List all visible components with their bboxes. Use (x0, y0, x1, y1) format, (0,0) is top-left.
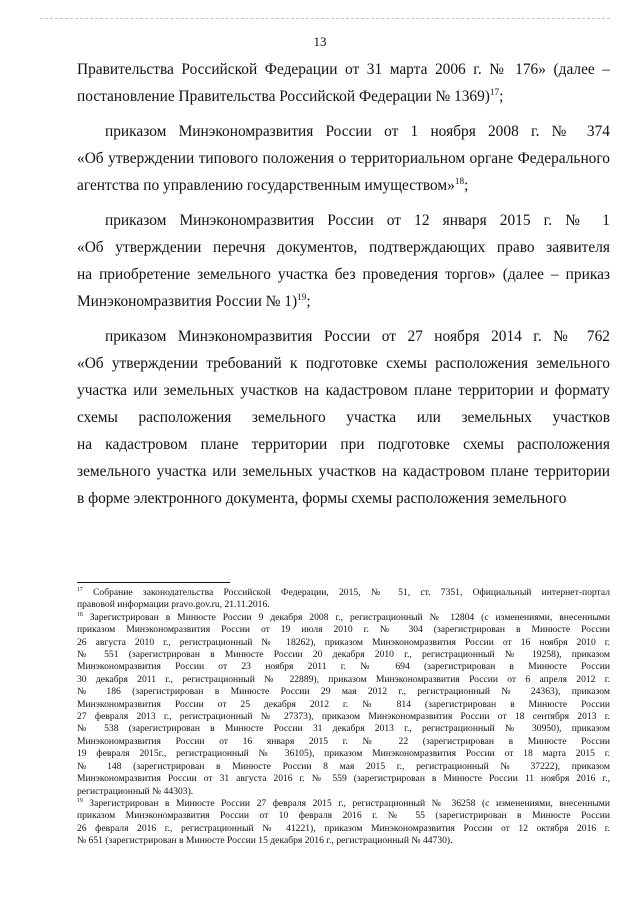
paragraph-line (77, 56, 610, 83)
line-text: «Об утверждении требований к подготовке схемы расположения земельного (77, 355, 610, 372)
footnote-line (77, 637, 610, 649)
footnote-text: Зарегистрирован в Минюсте России 9 декабря 2008 г., регистрационный № 12804 (с изменениями, внесенными (89, 611, 610, 623)
footnote-separator (77, 582, 230, 583)
footnote-text: приказом Минэкономразвития России от 19 июля 2010 г. № 304 (зарегистрирован в Минюсте России (77, 624, 610, 636)
footnote (77, 587, 610, 612)
paragraph-line (77, 431, 610, 458)
footnote-reference: 17 (489, 86, 500, 97)
footnote-number: 17 (77, 586, 83, 593)
body-paragraph (77, 323, 610, 512)
footnote-reference: 18 (454, 175, 465, 186)
line-text: приказом Минэкономразвития России от 1 ноября 2008 г. № 374 (105, 123, 610, 140)
footnote-line (77, 835, 610, 847)
line-text: приказом Минэкономразвития России от 12 января 2015 г. № 1 (105, 212, 610, 229)
footnote (77, 612, 610, 798)
footnote-line (77, 587, 610, 599)
footnote-line (77, 798, 610, 810)
footnote-text: № 651 (зарегистрирован в Минюсте России 15 декабря 2016 г., регистрационный № 44730). (77, 835, 453, 847)
footnote-line (77, 748, 610, 760)
footnote-line (77, 599, 610, 611)
footnote-number: 18 (77, 611, 83, 618)
footnote-text: № 538 (зарегистрирован в Минюсте России 31 декабря 2013 г., регистрационный № 30950), приказом (77, 723, 610, 735)
footnote-line (77, 624, 610, 636)
footnote-line (77, 649, 610, 661)
footnote-text: 19 февраля 2015г., регистрационный № 36105), приказом Минэкономразвития России от 18 марта 2015 г. (77, 748, 610, 760)
line-tail: ; (306, 293, 311, 310)
footnote-text: 27 февраля 2013 г., регистрационный № 27373), приказом Минэкономразвития России от 18 сентября 2013 г. (77, 711, 610, 723)
paragraph-line (77, 350, 610, 377)
paragraph-line (77, 458, 610, 485)
footnote-line (77, 786, 610, 798)
scan-border-artifact (40, 18, 610, 19)
footnote-text: Минэкономразвития России от 16 января 2015 г. № 22 (зарегистрирован в Минюсте России (77, 735, 610, 747)
footnote-text: Зарегистрирован в Минюсте России 27 февраля 2015 г., регистрационный № 36258 (с изменениями, внесенными (89, 797, 610, 809)
line-text: постановление Правительства Российской Федерации № 1369) (77, 88, 490, 105)
body-paragraph (77, 207, 610, 315)
footnote-line (77, 686, 610, 698)
line-text: агентства по управлению государственным имуществом» (77, 177, 455, 194)
paragraph-line (77, 288, 610, 315)
footnote-text: № 148 (зарегистрирован в Минюсте России 8 мая 2015 г., регистрационный № 37222), приказом (77, 760, 610, 772)
footnote-line (77, 612, 610, 624)
footnote-line (77, 711, 610, 723)
footnote-text: Минэкономразвития России от 25 декабря 2012 г. № 814 (зарегистрирован в Минюсте России (77, 698, 610, 710)
footnote-reference: 19 (297, 291, 307, 302)
paragraph-line (77, 234, 610, 261)
paragraph-line (77, 83, 610, 110)
paragraph-line (77, 323, 610, 350)
document-body (77, 56, 610, 512)
footnote-text: регистрационный № 44303). (77, 785, 194, 797)
footnote-line (77, 736, 610, 748)
page-number: 13 (313, 34, 327, 49)
paragraph-line (77, 172, 610, 199)
paragraph-line (77, 118, 610, 145)
footnote-text: 26 августа 2010 г., регистрационный № 18262), приказом Минэкономразвития России от 16 ноября 2010 г. (77, 636, 610, 648)
paragraph-line (77, 207, 610, 234)
footnote-text: Минэкономразвития России от 31 августа 2016 г. № 559 (зарегистрирован в Минюсте России 11 ноября 2016 г., (77, 773, 610, 785)
paragraph-line (77, 145, 610, 172)
footnote-line (77, 810, 610, 822)
body-paragraph (77, 118, 610, 199)
footnote-line (77, 761, 610, 773)
paragraph-line (77, 261, 610, 288)
footnote-line (77, 773, 610, 785)
footnote-line (77, 674, 610, 686)
paragraph-line (77, 404, 610, 431)
footnote-text: № 551 (зарегистрирован в Минюсте России 20 декабря 2010 г., регистрационный № 19258), приказом (77, 649, 610, 661)
line-text: участка или земельных участков на кадастровом плане территории и формату (77, 382, 610, 399)
line-text: «Об утверждении типового положения о территориальном органе Федерального (77, 150, 610, 167)
footnote-line (77, 699, 610, 711)
body-paragraph (77, 56, 610, 110)
line-tail: ; (499, 88, 504, 105)
line-text: приказом Минэкономразвития России от 27 ноября 2014 г. № 762 (105, 328, 610, 345)
paragraph-line (77, 377, 610, 404)
line-text: на приобретение земельного участка без проведения торгов» (далее – приказ (77, 266, 610, 283)
line-text: Минэкономразвития России № 1) (77, 293, 298, 310)
footnote-line (77, 723, 610, 735)
footnote-line (77, 661, 610, 673)
footnote-text: 30 декабря 2011 г., регистрационный № 22889), приказом Минэкономразвития России от 6 апреля 2012 г. (77, 673, 610, 685)
line-text: в форме электронного документа, формы схемы расположения земельного (77, 490, 567, 507)
line-text: Правительства Российской Федерации от 31 марта 2006 г. № 176» (далее – (77, 61, 610, 78)
footnote-text: правовой информации pravo.gov.ru, 21.11.2016. (77, 599, 270, 611)
paragraph-line (77, 485, 610, 512)
line-text: земельного участка или земельных участков на кадастровом плане территории (77, 463, 610, 480)
footnote-text: № 186 (зарегистрирован в Минюсте России 29 мая 2012 г., регистрационный № 24363), приказом (77, 686, 610, 698)
line-text: «Об утверждении перечня документов, подтверждающих право заявителя (77, 239, 610, 256)
footnote-text: приказом Минэкономразвития России от 10 февраля 2016 г. № 55 (зарегистрирован в Минюсте России (77, 810, 610, 822)
footnotes-section (77, 587, 610, 848)
line-tail: ; (464, 177, 469, 194)
footnote (77, 798, 610, 848)
footnote-text: Собрание законодательства Российской Федерации, 2015, № 51, ст. 7351, Официальный интернет-портал (93, 587, 610, 598)
line-text: схемы расположения земельного участка или земельных участков (77, 409, 610, 426)
footnote-line (77, 823, 610, 835)
footnote-number: 19 (77, 797, 83, 804)
line-text: на кадастровом плане территории при подготовке схемы расположения (77, 436, 610, 453)
footnote-text: Минэкономразвития России от 23 ноября 2011 г. № 694 (зарегистрирован в Минюсте России (77, 661, 610, 673)
footnote-text: 26 февраля 2016 г., регистрационный № 41221), приказом Минэкономразвития России от 12 октября 2016 г. (77, 822, 610, 834)
